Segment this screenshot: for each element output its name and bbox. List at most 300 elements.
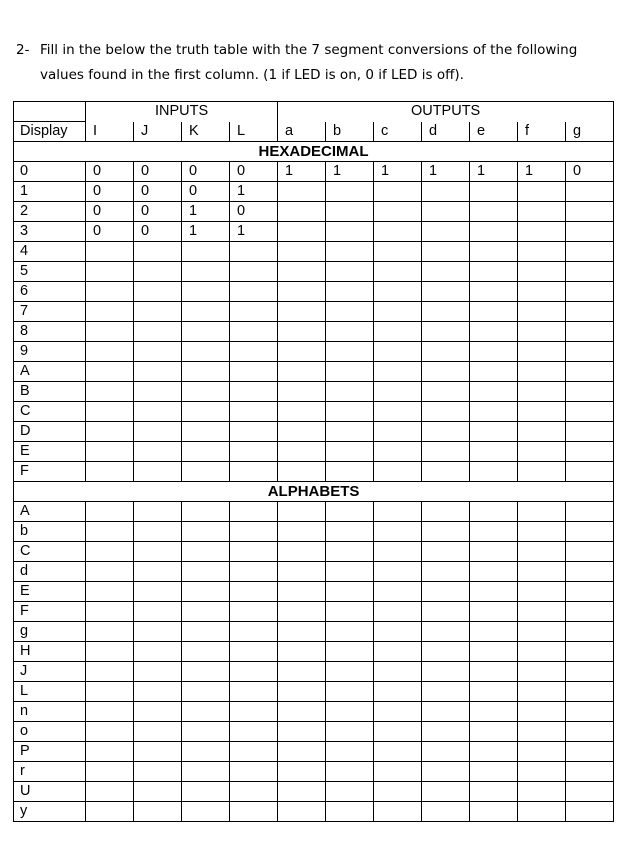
value-cell[interactable]: [518, 282, 566, 302]
value-cell[interactable]: [326, 342, 374, 362]
value-cell[interactable]: [374, 362, 422, 382]
value-cell[interactable]: [566, 622, 614, 642]
value-cell[interactable]: [422, 342, 470, 362]
value-cell[interactable]: [566, 222, 614, 242]
value-cell[interactable]: [422, 302, 470, 322]
value-cell[interactable]: [86, 342, 134, 362]
value-cell[interactable]: [230, 462, 278, 482]
value-cell[interactable]: [422, 802, 470, 822]
value-cell[interactable]: [326, 742, 374, 762]
value-cell[interactable]: [566, 602, 614, 622]
value-cell[interactable]: [86, 642, 134, 662]
value-cell[interactable]: [278, 302, 326, 322]
value-cell[interactable]: [470, 202, 518, 222]
value-cell[interactable]: [182, 522, 230, 542]
value-cell[interactable]: [566, 382, 614, 402]
value-cell[interactable]: [518, 722, 566, 742]
value-cell[interactable]: [374, 202, 422, 222]
value-cell[interactable]: [326, 322, 374, 342]
value-cell[interactable]: [422, 762, 470, 782]
value-cell[interactable]: [278, 402, 326, 422]
value-cell[interactable]: [566, 542, 614, 562]
value-cell[interactable]: [278, 242, 326, 262]
value-cell[interactable]: [86, 422, 134, 442]
value-cell[interactable]: [518, 262, 566, 282]
value-cell[interactable]: [566, 202, 614, 222]
value-cell[interactable]: [182, 642, 230, 662]
value-cell[interactable]: [470, 182, 518, 202]
value-cell[interactable]: [566, 762, 614, 782]
value-cell[interactable]: [374, 462, 422, 482]
value-cell[interactable]: [518, 622, 566, 642]
value-cell[interactable]: [518, 462, 566, 482]
value-cell[interactable]: [278, 702, 326, 722]
value-cell[interactable]: [86, 262, 134, 282]
value-cell[interactable]: [374, 322, 422, 342]
value-cell[interactable]: [182, 262, 230, 282]
value-cell[interactable]: [278, 182, 326, 202]
value-cell[interactable]: [278, 202, 326, 222]
value-cell[interactable]: [470, 722, 518, 742]
value-cell[interactable]: [374, 802, 422, 822]
value-cell[interactable]: [470, 502, 518, 522]
value-cell[interactable]: [182, 582, 230, 602]
value-cell[interactable]: [230, 782, 278, 802]
value-cell[interactable]: [326, 542, 374, 562]
value-cell[interactable]: [374, 662, 422, 682]
value-cell[interactable]: [326, 722, 374, 742]
value-cell[interactable]: [134, 382, 182, 402]
value-cell[interactable]: [278, 502, 326, 522]
value-cell[interactable]: [326, 642, 374, 662]
value-cell[interactable]: [134, 622, 182, 642]
value-cell[interactable]: 0: [86, 202, 134, 222]
value-cell[interactable]: [566, 302, 614, 322]
value-cell[interactable]: [518, 402, 566, 422]
value-cell[interactable]: [230, 562, 278, 582]
value-cell[interactable]: [278, 602, 326, 622]
value-cell[interactable]: [518, 442, 566, 462]
value-cell[interactable]: [134, 722, 182, 742]
value-cell[interactable]: [566, 442, 614, 462]
value-cell[interactable]: [134, 462, 182, 482]
value-cell[interactable]: [278, 322, 326, 342]
value-cell[interactable]: [422, 362, 470, 382]
value-cell[interactable]: [374, 502, 422, 522]
value-cell[interactable]: [86, 582, 134, 602]
value-cell[interactable]: [374, 682, 422, 702]
value-cell[interactable]: [470, 322, 518, 342]
value-cell[interactable]: [470, 622, 518, 642]
value-cell[interactable]: [470, 282, 518, 302]
value-cell[interactable]: [134, 342, 182, 362]
value-cell[interactable]: [326, 502, 374, 522]
value-cell[interactable]: [326, 462, 374, 482]
value-cell[interactable]: [566, 702, 614, 722]
value-cell[interactable]: [86, 762, 134, 782]
value-cell[interactable]: [230, 262, 278, 282]
value-cell[interactable]: [86, 702, 134, 722]
value-cell[interactable]: [182, 422, 230, 442]
value-cell[interactable]: [566, 562, 614, 582]
value-cell[interactable]: [470, 302, 518, 322]
value-cell[interactable]: [566, 742, 614, 762]
value-cell[interactable]: [182, 802, 230, 822]
value-cell[interactable]: [278, 762, 326, 782]
value-cell[interactable]: [326, 682, 374, 702]
value-cell[interactable]: [230, 742, 278, 762]
value-cell[interactable]: [326, 662, 374, 682]
value-cell[interactable]: 1: [518, 162, 566, 182]
value-cell[interactable]: [230, 642, 278, 662]
value-cell[interactable]: [86, 442, 134, 462]
value-cell[interactable]: [422, 782, 470, 802]
value-cell[interactable]: [470, 542, 518, 562]
value-cell[interactable]: [230, 582, 278, 602]
value-cell[interactable]: [422, 522, 470, 542]
value-cell[interactable]: [326, 762, 374, 782]
value-cell[interactable]: [566, 422, 614, 442]
value-cell[interactable]: [182, 622, 230, 642]
value-cell[interactable]: [518, 742, 566, 762]
value-cell[interactable]: [374, 382, 422, 402]
value-cell[interactable]: [374, 722, 422, 742]
value-cell[interactable]: [278, 782, 326, 802]
value-cell[interactable]: [374, 562, 422, 582]
value-cell[interactable]: [230, 722, 278, 742]
value-cell[interactable]: [422, 382, 470, 402]
value-cell[interactable]: [566, 182, 614, 202]
value-cell[interactable]: [470, 342, 518, 362]
value-cell[interactable]: [182, 282, 230, 302]
value-cell[interactable]: [470, 462, 518, 482]
value-cell[interactable]: [326, 582, 374, 602]
value-cell[interactable]: [182, 702, 230, 722]
value-cell[interactable]: [326, 782, 374, 802]
value-cell[interactable]: [134, 662, 182, 682]
value-cell[interactable]: [422, 402, 470, 422]
value-cell[interactable]: 0: [86, 182, 134, 202]
value-cell[interactable]: [182, 722, 230, 742]
value-cell[interactable]: [86, 562, 134, 582]
value-cell[interactable]: [470, 222, 518, 242]
value-cell[interactable]: [278, 802, 326, 822]
value-cell[interactable]: [134, 582, 182, 602]
value-cell[interactable]: [86, 742, 134, 762]
value-cell[interactable]: [278, 382, 326, 402]
value-cell[interactable]: [86, 782, 134, 802]
value-cell[interactable]: [518, 682, 566, 702]
value-cell[interactable]: 1: [230, 222, 278, 242]
value-cell[interactable]: [182, 462, 230, 482]
value-cell[interactable]: [422, 602, 470, 622]
value-cell[interactable]: [86, 682, 134, 702]
value-cell[interactable]: [230, 362, 278, 382]
value-cell[interactable]: [470, 662, 518, 682]
value-cell[interactable]: [86, 402, 134, 422]
value-cell[interactable]: [374, 622, 422, 642]
value-cell[interactable]: 1: [182, 202, 230, 222]
value-cell[interactable]: 0: [230, 162, 278, 182]
value-cell[interactable]: [374, 782, 422, 802]
value-cell[interactable]: [230, 702, 278, 722]
value-cell[interactable]: [374, 762, 422, 782]
value-cell[interactable]: [86, 462, 134, 482]
value-cell[interactable]: [86, 542, 134, 562]
value-cell[interactable]: [422, 642, 470, 662]
value-cell[interactable]: [422, 502, 470, 522]
value-cell[interactable]: [278, 442, 326, 462]
value-cell[interactable]: [470, 362, 518, 382]
value-cell[interactable]: [278, 282, 326, 302]
value-cell[interactable]: [182, 542, 230, 562]
value-cell[interactable]: [470, 782, 518, 802]
value-cell[interactable]: [566, 522, 614, 542]
value-cell[interactable]: [326, 402, 374, 422]
value-cell[interactable]: [86, 662, 134, 682]
value-cell[interactable]: [182, 362, 230, 382]
value-cell[interactable]: [566, 642, 614, 662]
value-cell[interactable]: [134, 362, 182, 382]
value-cell[interactable]: 1: [374, 162, 422, 182]
value-cell[interactable]: [134, 402, 182, 422]
value-cell[interactable]: [518, 602, 566, 622]
value-cell[interactable]: [134, 602, 182, 622]
value-cell[interactable]: [518, 342, 566, 362]
value-cell[interactable]: [326, 602, 374, 622]
value-cell[interactable]: [374, 342, 422, 362]
value-cell[interactable]: [518, 642, 566, 662]
value-cell[interactable]: [182, 762, 230, 782]
value-cell[interactable]: [278, 662, 326, 682]
value-cell[interactable]: [422, 322, 470, 342]
value-cell[interactable]: [182, 442, 230, 462]
value-cell[interactable]: [134, 522, 182, 542]
value-cell[interactable]: [470, 802, 518, 822]
value-cell[interactable]: [518, 222, 566, 242]
value-cell[interactable]: [230, 422, 278, 442]
value-cell[interactable]: [230, 682, 278, 702]
value-cell[interactable]: [470, 242, 518, 262]
value-cell[interactable]: [182, 402, 230, 422]
value-cell[interactable]: [134, 742, 182, 762]
value-cell[interactable]: [86, 802, 134, 822]
value-cell[interactable]: [230, 662, 278, 682]
value-cell[interactable]: [374, 602, 422, 622]
value-cell[interactable]: [470, 702, 518, 722]
value-cell[interactable]: 1: [182, 222, 230, 242]
value-cell[interactable]: [566, 262, 614, 282]
value-cell[interactable]: [278, 622, 326, 642]
value-cell[interactable]: [86, 382, 134, 402]
value-cell[interactable]: 0: [134, 162, 182, 182]
value-cell[interactable]: 1: [470, 162, 518, 182]
value-cell[interactable]: [518, 202, 566, 222]
value-cell[interactable]: [422, 722, 470, 742]
value-cell[interactable]: [182, 242, 230, 262]
value-cell[interactable]: [518, 422, 566, 442]
value-cell[interactable]: [326, 422, 374, 442]
value-cell[interactable]: [134, 242, 182, 262]
value-cell[interactable]: [326, 382, 374, 402]
value-cell[interactable]: [326, 282, 374, 302]
value-cell[interactable]: [182, 382, 230, 402]
value-cell[interactable]: [470, 442, 518, 462]
value-cell[interactable]: [326, 362, 374, 382]
value-cell[interactable]: [422, 662, 470, 682]
value-cell[interactable]: [230, 622, 278, 642]
value-cell[interactable]: [326, 622, 374, 642]
value-cell[interactable]: 0: [566, 162, 614, 182]
value-cell[interactable]: [566, 362, 614, 382]
value-cell[interactable]: [518, 582, 566, 602]
value-cell[interactable]: [518, 502, 566, 522]
value-cell[interactable]: [422, 582, 470, 602]
value-cell[interactable]: [134, 562, 182, 582]
value-cell[interactable]: [230, 502, 278, 522]
value-cell[interactable]: [566, 722, 614, 742]
value-cell[interactable]: [278, 362, 326, 382]
value-cell[interactable]: [470, 402, 518, 422]
value-cell[interactable]: [86, 722, 134, 742]
value-cell[interactable]: [134, 262, 182, 282]
value-cell[interactable]: [278, 342, 326, 362]
value-cell[interactable]: [86, 502, 134, 522]
value-cell[interactable]: [470, 682, 518, 702]
value-cell[interactable]: [470, 742, 518, 762]
value-cell[interactable]: [518, 702, 566, 722]
value-cell[interactable]: [278, 682, 326, 702]
value-cell[interactable]: [374, 222, 422, 242]
value-cell[interactable]: [326, 702, 374, 722]
value-cell[interactable]: [134, 782, 182, 802]
value-cell[interactable]: [86, 322, 134, 342]
value-cell[interactable]: [182, 322, 230, 342]
value-cell[interactable]: [566, 662, 614, 682]
value-cell[interactable]: [566, 322, 614, 342]
value-cell[interactable]: [566, 462, 614, 482]
value-cell[interactable]: 1: [278, 162, 326, 182]
value-cell[interactable]: [470, 262, 518, 282]
value-cell[interactable]: [422, 682, 470, 702]
value-cell[interactable]: [374, 742, 422, 762]
value-cell[interactable]: [422, 622, 470, 642]
value-cell[interactable]: [374, 262, 422, 282]
value-cell[interactable]: [470, 602, 518, 622]
value-cell[interactable]: [518, 802, 566, 822]
value-cell[interactable]: [422, 742, 470, 762]
value-cell[interactable]: [230, 322, 278, 342]
value-cell[interactable]: [518, 362, 566, 382]
value-cell[interactable]: [518, 382, 566, 402]
value-cell[interactable]: [134, 762, 182, 782]
value-cell[interactable]: [518, 782, 566, 802]
value-cell[interactable]: [566, 402, 614, 422]
value-cell[interactable]: [230, 762, 278, 782]
value-cell[interactable]: [374, 422, 422, 442]
value-cell[interactable]: 0: [134, 182, 182, 202]
value-cell[interactable]: [182, 502, 230, 522]
value-cell[interactable]: [86, 282, 134, 302]
value-cell[interactable]: [422, 242, 470, 262]
value-cell[interactable]: [86, 602, 134, 622]
value-cell[interactable]: [86, 242, 134, 262]
value-cell[interactable]: [134, 442, 182, 462]
value-cell[interactable]: [278, 642, 326, 662]
value-cell[interactable]: [422, 442, 470, 462]
value-cell[interactable]: [134, 282, 182, 302]
value-cell[interactable]: [182, 682, 230, 702]
value-cell[interactable]: 0: [182, 162, 230, 182]
value-cell[interactable]: [230, 802, 278, 822]
value-cell[interactable]: [422, 542, 470, 562]
value-cell[interactable]: 1: [230, 182, 278, 202]
value-cell[interactable]: [470, 762, 518, 782]
value-cell[interactable]: [230, 282, 278, 302]
value-cell[interactable]: [518, 522, 566, 542]
value-cell[interactable]: [326, 442, 374, 462]
value-cell[interactable]: [566, 802, 614, 822]
value-cell[interactable]: [566, 342, 614, 362]
value-cell[interactable]: [134, 502, 182, 522]
value-cell[interactable]: [374, 302, 422, 322]
value-cell[interactable]: [470, 382, 518, 402]
value-cell[interactable]: [566, 282, 614, 302]
value-cell[interactable]: [326, 242, 374, 262]
value-cell[interactable]: [518, 542, 566, 562]
value-cell[interactable]: [470, 522, 518, 542]
value-cell[interactable]: [86, 622, 134, 642]
value-cell[interactable]: [374, 442, 422, 462]
value-cell[interactable]: [422, 222, 470, 242]
value-cell[interactable]: [278, 522, 326, 542]
value-cell[interactable]: [326, 182, 374, 202]
value-cell[interactable]: [422, 182, 470, 202]
value-cell[interactable]: [422, 702, 470, 722]
value-cell[interactable]: [182, 302, 230, 322]
value-cell[interactable]: [326, 522, 374, 542]
value-cell[interactable]: [278, 582, 326, 602]
value-cell[interactable]: [230, 522, 278, 542]
value-cell[interactable]: [422, 562, 470, 582]
value-cell[interactable]: 0: [182, 182, 230, 202]
value-cell[interactable]: 0: [134, 202, 182, 222]
value-cell[interactable]: [278, 742, 326, 762]
value-cell[interactable]: [326, 802, 374, 822]
value-cell[interactable]: [278, 222, 326, 242]
value-cell[interactable]: [518, 562, 566, 582]
value-cell[interactable]: [518, 302, 566, 322]
value-cell[interactable]: [278, 542, 326, 562]
value-cell[interactable]: [374, 402, 422, 422]
value-cell[interactable]: [278, 422, 326, 442]
value-cell[interactable]: [518, 762, 566, 782]
value-cell[interactable]: [566, 682, 614, 702]
value-cell[interactable]: [134, 802, 182, 822]
value-cell[interactable]: [374, 282, 422, 302]
value-cell[interactable]: [566, 502, 614, 522]
value-cell[interactable]: [422, 202, 470, 222]
value-cell[interactable]: [518, 322, 566, 342]
value-cell[interactable]: [86, 522, 134, 542]
value-cell[interactable]: [374, 242, 422, 262]
value-cell[interactable]: [182, 342, 230, 362]
value-cell[interactable]: [566, 582, 614, 602]
value-cell[interactable]: [182, 602, 230, 622]
value-cell[interactable]: 0: [230, 202, 278, 222]
value-cell[interactable]: [374, 582, 422, 602]
value-cell[interactable]: [182, 782, 230, 802]
